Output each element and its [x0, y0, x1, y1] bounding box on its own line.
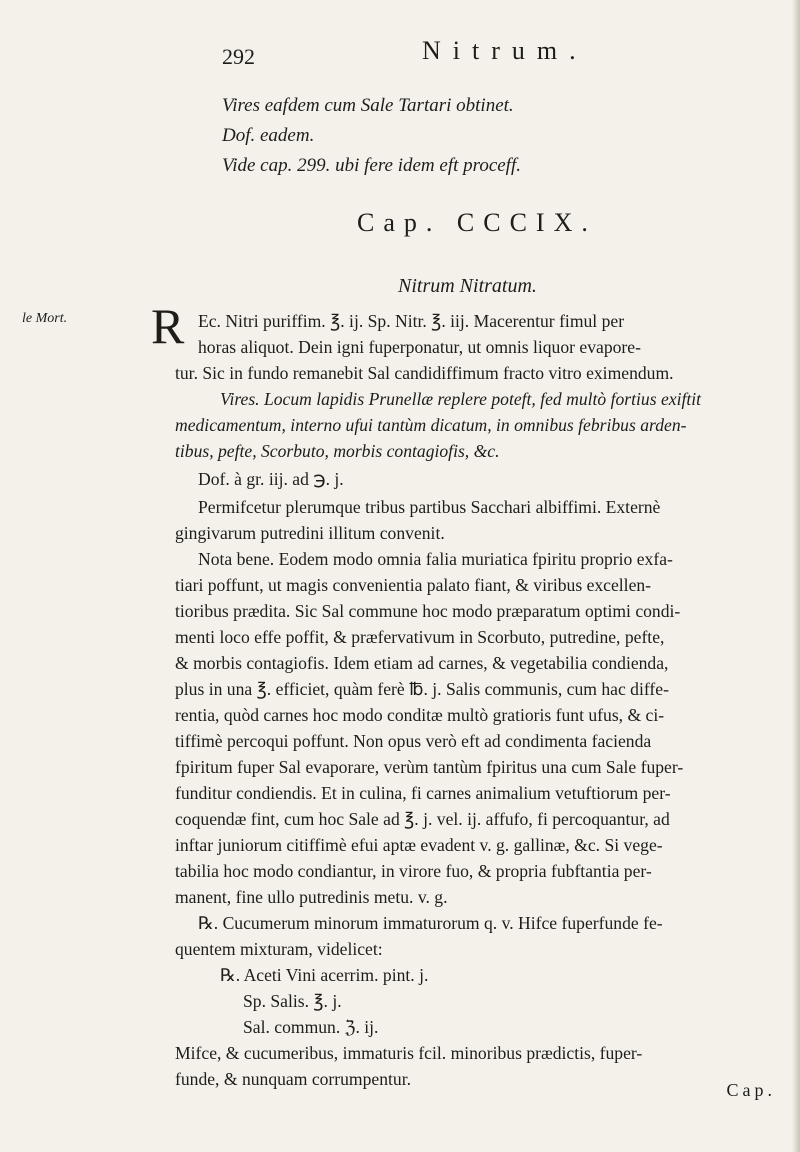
- body-line: gingivarum putredini illitum convenit.: [175, 523, 445, 543]
- chapter-title: Nitrum Nitratum.: [398, 275, 537, 297]
- catchword: Cap.: [726, 1080, 776, 1100]
- recipe-line: Sp. Salis. ℥. j.: [243, 991, 342, 1011]
- running-title: Nitrum.: [422, 36, 588, 65]
- body-line: Permifcetur plerumque tribus partibus Sacchari albiffimi. Externè: [198, 497, 661, 517]
- intro-line: Dof. eadem.: [222, 125, 315, 146]
- recipe-line: Sal. commun. ℨ. ij.: [243, 1017, 379, 1037]
- page-edge-shadow: [792, 0, 800, 1152]
- body-line: quentem mixturam, videlicet:: [175, 939, 383, 959]
- running-header: [222, 36, 742, 76]
- body-line: tioribus prædita. Sic Sal commune hoc modo præparatum optimi condi-: [175, 601, 681, 621]
- margin-note: le Mort.: [22, 311, 68, 326]
- body-line: tur. Sic in fundo remanebit Sal candidiffimum fracto vitro eximendum.: [175, 363, 674, 383]
- drop-cap: R: [151, 298, 185, 354]
- body-line: fpiritum fuper Sal evaporare, verùm tantùm fpiritus una cum Sale fuper-: [175, 757, 684, 777]
- body-line: Vires. Locum lapidis Prunellæ replere poteft, fed multò fortius exiftit: [220, 389, 702, 409]
- chapter-heading: Cap. CCCIX.: [357, 208, 597, 237]
- body-line: funde, & nunquam corrumpentur.: [175, 1069, 411, 1089]
- body-line: medicamentum, interno ufui tantùm dicatum, in omnibus febribus arden-: [175, 415, 687, 435]
- recipe-line: ℞. Aceti Vini acerrim. pint. j.: [220, 965, 429, 985]
- body-line: tabilia hoc modo condiantur, in virore fuo, & propria fubftantia per-: [175, 861, 652, 881]
- body-line: Dof. à gr. iij. ad ℈. j.: [198, 469, 344, 489]
- body-line: tiari poffunt, ut magis convenientia palato fiant, & viribus excellen-: [175, 575, 652, 595]
- body-line: Mifce, & cucumeribus, immaturis fcil. minoribus prædictis, fuper-: [175, 1043, 643, 1063]
- body-line: horas aliquot. Dein igni fuperponatur, ut omnis liquor evapore-: [198, 337, 641, 357]
- body-line: tiffimè percoqui poffunt. Non opus verò eft ad condimenta facienda: [175, 731, 652, 751]
- intro-line: Vide cap. 299. ubi fere idem eft proceff.: [222, 155, 521, 176]
- body-line: funditur condiendis. Et in culina, fi carnes animalium vetuftiorum per-: [175, 783, 671, 803]
- body-line: rentia, quòd carnes hoc modo conditæ multò gratioris funt ufus, & ci-: [175, 705, 665, 725]
- body-line: tibus, pefte, Scorbuto, morbis contagiofis, &c.: [175, 441, 500, 461]
- body-line: Nota bene. Eodem modo omnia falia muriatica fpiritu proprio exfa-: [198, 549, 673, 569]
- body-line: plus in una ℥. efficiet, quàm ferè ℔. j. Salis communis, cum hac diffe-: [175, 679, 669, 699]
- body-line: & morbis contagiofis. Idem etiam ad carnes, & vegetabilia condienda,: [175, 653, 669, 673]
- page-number: 292: [222, 44, 255, 69]
- intro-line: Vires eafdem cum Sale Tartari obtinet.: [222, 95, 514, 116]
- body-line: coquendæ fint, cum hoc Sale ad ℥. j. vel. ij. affufo, fi percoquantur, ad: [175, 809, 670, 829]
- body-line: Ec. Nitri puriffim. ℥. ij. Sp. Nitr. ℥. iij. Macerentur fimul per: [198, 311, 625, 331]
- body-line: inftar juniorum citiffimè efui aptæ evadent v. g. gallinæ, &c. Si vege-: [175, 835, 663, 855]
- body-line: menti loco effe poffit, & præfervativum in Scorbuto, putredine, pefte,: [175, 627, 665, 647]
- body-line: ℞. Cucumerum minorum immaturorum q. v. Hifce fuperfunde fe-: [198, 913, 663, 933]
- body-line: manent, fine ullo putredinis metu. v. g.: [175, 887, 448, 907]
